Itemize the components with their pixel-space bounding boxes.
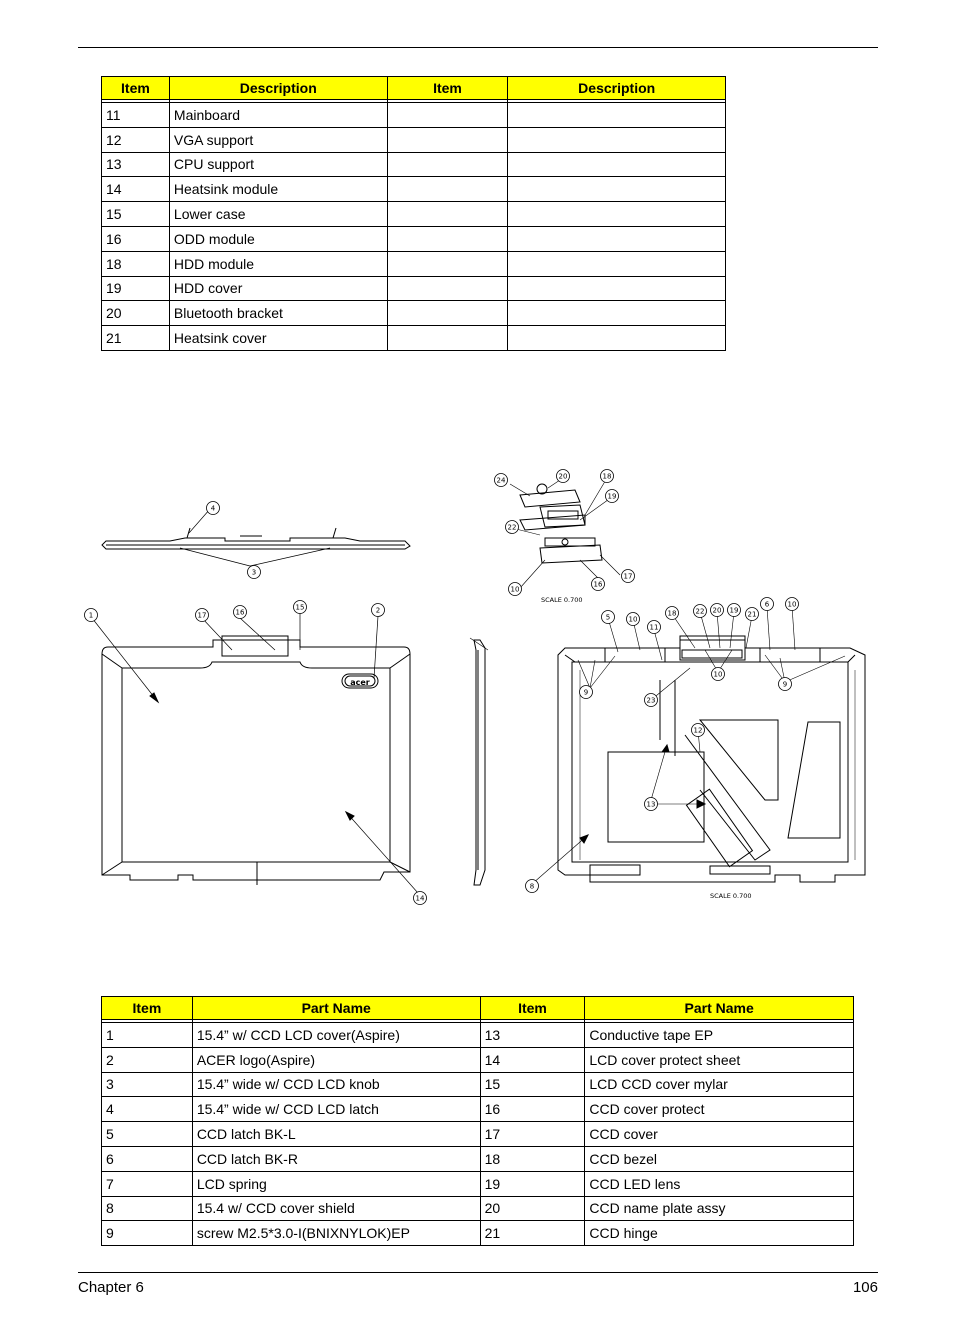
callout-18	[601, 470, 614, 483]
table-cell: 11	[102, 103, 170, 128]
table-cell: CPU support	[169, 152, 387, 177]
callout-6	[761, 598, 774, 611]
svg-text:4: 4	[210, 504, 216, 513]
svg-text:13: 13	[646, 800, 656, 809]
scale-label: SCALE 0.700	[710, 892, 752, 900]
column-header: Part Name	[585, 997, 854, 1020]
table-cell: CCD LED lens	[585, 1171, 854, 1196]
table-cell: LCD spring	[192, 1171, 480, 1196]
table-cell: 19	[102, 276, 170, 301]
svg-text:21: 21	[747, 610, 757, 619]
callout-19	[728, 604, 741, 617]
svg-text:17: 17	[623, 572, 633, 581]
svg-text:16: 16	[235, 608, 245, 617]
callout-19	[606, 490, 619, 503]
callout-13	[645, 798, 658, 811]
table-row	[102, 1047, 854, 1072]
svg-text:8: 8	[529, 882, 535, 891]
svg-text:16: 16	[593, 580, 603, 589]
table-cell: 7	[102, 1171, 193, 1196]
table-cell: 18	[480, 1146, 585, 1171]
svg-text:17: 17	[197, 611, 207, 620]
lcd-cover-front	[92, 612, 418, 893]
table-cell: Lower case	[169, 202, 387, 227]
svg-text:24: 24	[496, 476, 506, 485]
table-cell: HDD cover	[169, 276, 387, 301]
svg-text:5: 5	[605, 613, 611, 622]
svg-text:19: 19	[729, 606, 739, 615]
callout-3	[248, 566, 261, 579]
callout-11	[648, 621, 661, 634]
svg-text:9: 9	[583, 688, 589, 697]
table-row	[102, 1146, 854, 1171]
table-cell: VGA support	[169, 127, 387, 152]
table-cell: 15	[480, 1072, 585, 1097]
table-cell: 16	[480, 1097, 585, 1122]
svg-text:22: 22	[695, 607, 705, 616]
callout-1	[85, 609, 98, 622]
table-cell: screw M2.5*3.0-I(BNIXNYLOK)EP	[192, 1221, 480, 1246]
table-cell: CCD cover protect	[585, 1097, 854, 1122]
svg-text:10: 10	[713, 670, 723, 679]
table-cell: 15.4” w/ CCD LCD cover(Aspire)	[192, 1023, 480, 1048]
callout-20	[557, 470, 570, 483]
table-cell: 4	[102, 1097, 193, 1122]
cover-side-view	[102, 509, 410, 566]
table-cell: Mainboard	[169, 103, 387, 128]
table-row	[102, 1171, 854, 1196]
table-cell: CCD cover	[585, 1122, 854, 1147]
svg-text:20: 20	[712, 606, 722, 615]
callout-24	[495, 474, 508, 487]
callout-9	[580, 686, 593, 699]
table-row	[102, 1023, 854, 1048]
table-cell: 13	[102, 152, 170, 177]
table-cell: Conductive tape EP	[585, 1023, 854, 1048]
table-cell: CCD hinge	[585, 1221, 854, 1246]
table-cell: 15	[102, 202, 170, 227]
table-cell: 17	[480, 1122, 585, 1147]
table-cell: 8	[102, 1196, 193, 1221]
svg-text:12: 12	[693, 726, 703, 735]
table-cell: 16	[102, 226, 170, 251]
table-cell: Bluetooth bracket	[169, 301, 387, 326]
footer-chapter: Chapter 6	[78, 1279, 144, 1296]
column-header: Item	[102, 77, 170, 100]
table-cell: ODD module	[169, 226, 387, 251]
callout-21	[746, 608, 759, 621]
table-cell: 6	[102, 1146, 193, 1171]
callout-14	[414, 892, 427, 905]
table-cell: ACER logo(Aspire)	[192, 1047, 480, 1072]
table-cell: CCD latch BK-R	[192, 1146, 480, 1171]
table-cell: 13	[480, 1023, 585, 1048]
column-header: Description	[508, 77, 726, 100]
svg-text:9: 9	[782, 680, 788, 689]
scale-label: SCALE 0.700	[541, 596, 583, 604]
cover-side-profile	[470, 638, 488, 885]
table-cell: 3	[102, 1072, 193, 1097]
svg-text:20: 20	[558, 472, 568, 481]
svg-text:2: 2	[375, 606, 381, 615]
svg-text:15: 15	[295, 603, 305, 612]
callout-22	[694, 605, 707, 618]
svg-text:23: 23	[646, 696, 656, 705]
callout-22	[506, 521, 519, 534]
table-cell: 15.4” wide w/ CCD LCD knob	[192, 1072, 480, 1097]
table-cell: 12	[102, 127, 170, 152]
table-cell: 21	[102, 326, 170, 351]
table-cell: 14	[480, 1047, 585, 1072]
bottom-parts-table	[101, 996, 854, 1246]
table-cell: CCD name plate assy	[585, 1196, 854, 1221]
footer-page-number: 106	[852, 1279, 878, 1296]
table-row	[102, 1196, 854, 1221]
table-cell: 1	[102, 1023, 193, 1048]
table-cell: CCD bezel	[585, 1146, 854, 1171]
table-cell: 15.4” wide w/ CCD LCD latch	[192, 1097, 480, 1122]
callout-8	[526, 880, 539, 893]
table-row	[102, 1097, 854, 1122]
column-header: Item	[387, 77, 508, 100]
table-cell: 21	[480, 1221, 585, 1246]
callout-16	[592, 578, 605, 591]
callout-2	[372, 604, 385, 617]
svg-text:10: 10	[787, 600, 797, 609]
footer-rule	[78, 1272, 878, 1273]
svg-text:22: 22	[507, 523, 517, 532]
table-cell: LCD cover protect sheet	[585, 1047, 854, 1072]
table-cell: HDD module	[169, 251, 387, 276]
callout-10	[712, 668, 725, 681]
table-cell: Heatsink module	[169, 177, 387, 202]
table-cell: 14	[102, 177, 170, 202]
table-cell: 9	[102, 1221, 193, 1246]
acer-logo: acer	[350, 678, 370, 687]
svg-text:10: 10	[628, 615, 638, 624]
table-cell: LCD CCD cover mylar	[585, 1072, 854, 1097]
lcd-cover-back	[532, 606, 865, 884]
table-row	[102, 1072, 854, 1097]
callout-10	[509, 583, 522, 596]
table-row	[102, 1122, 854, 1147]
callout-23	[645, 694, 658, 707]
table-cell: 2	[102, 1047, 193, 1072]
table-cell: 20	[480, 1196, 585, 1221]
callout-5	[602, 611, 615, 624]
table-header-row	[102, 997, 854, 1020]
column-header: Part Name	[192, 997, 480, 1020]
callout-15	[294, 601, 307, 614]
ccd-module-exploded	[507, 478, 620, 588]
callout-20	[711, 604, 724, 617]
callout-4	[207, 502, 220, 515]
svg-text:14: 14	[415, 894, 425, 903]
table-row	[102, 1221, 854, 1246]
callout-10	[786, 598, 799, 611]
table-cell: CCD latch BK-L	[192, 1122, 480, 1147]
table-cell: 18	[102, 251, 170, 276]
callout-12	[692, 724, 705, 737]
callout-10	[627, 613, 640, 626]
table-cell: 20	[102, 301, 170, 326]
svg-text:11: 11	[649, 623, 659, 632]
callout-9	[779, 678, 792, 691]
callout-16	[234, 606, 247, 619]
table-cell: 5	[102, 1122, 193, 1147]
svg-text:19: 19	[607, 492, 617, 501]
svg-text:18: 18	[602, 472, 612, 481]
table-cell: 19	[480, 1171, 585, 1196]
svg-text:3: 3	[251, 568, 257, 577]
column-header: Item	[480, 997, 585, 1020]
callout-group	[85, 470, 799, 905]
column-header: Item	[102, 997, 193, 1020]
table-cell: Heatsink cover	[169, 326, 387, 351]
column-header: Description	[169, 77, 387, 100]
callout-18	[666, 607, 679, 620]
svg-text:1: 1	[88, 611, 94, 620]
svg-text:18: 18	[667, 609, 677, 618]
svg-text:10: 10	[510, 585, 520, 594]
callout-17	[196, 609, 209, 622]
svg-text:6: 6	[764, 600, 770, 609]
callout-17	[622, 570, 635, 583]
table-cell: 15.4 w/ CCD cover shield	[192, 1196, 480, 1221]
